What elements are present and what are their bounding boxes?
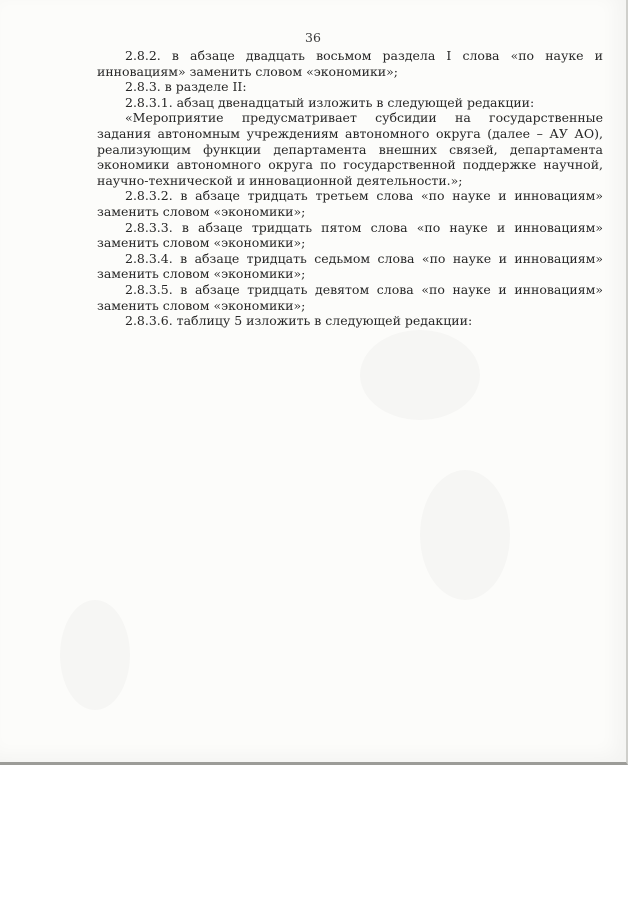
paragraph-2-8-3-5: 2.8.3.5. в абзаце тридцать девятом слова «по науке и инновациям» заменить словом «экономики»; [97,281,603,313]
scan-noise [360,330,480,420]
paragraph-2-8-3-2: 2.8.3.2. в абзаце тридцать третьем слова «по науке и инновациям» заменить словом «экономики»; [97,188,603,219]
paragraph-2-8-3-3: 2.8.3.3. в абзаце тридцать пятом слова «по науке и инновациям» заменить словом «экономики»; [97,219,603,251]
paragraph-2-8-3: 2.8.3. в разделе II: [125,79,247,95]
paragraph-2-8-2: 2.8.2. в абзаце двадцать восьмом раздела I слова «по науке и инновациям» заменить словом «экономики»; [97,48,603,79]
scan-noise [420,470,510,600]
paragraph-2-8-3-6: 2.8.3.6. таблицу 5 изложить в следующей редакции: [125,313,473,329]
paragraph-2-8-3-1: 2.8.3.1. абзац двенадцатый изложить в следующей редакции: [125,94,535,110]
document-body [97,48,603,329]
scan-noise [60,600,130,710]
paragraph-2-8-3-4: 2.8.3.4. в абзаце тридцать седьмом слова «по науке и инновациям» заменить словом «экономики»; [97,250,603,282]
page-number: 36 [305,30,321,45]
paragraph-quote-measure: «Мероприятие предусматривает субсидии на государственные задания автономным учреждениям автономного округа (далее – АУ АО), реализующим функции департамента внешних связей, департамента экономики автономного округа по государственной поддержке научной, научно-технической и инновационной деятельности.»; [97,110,603,188]
